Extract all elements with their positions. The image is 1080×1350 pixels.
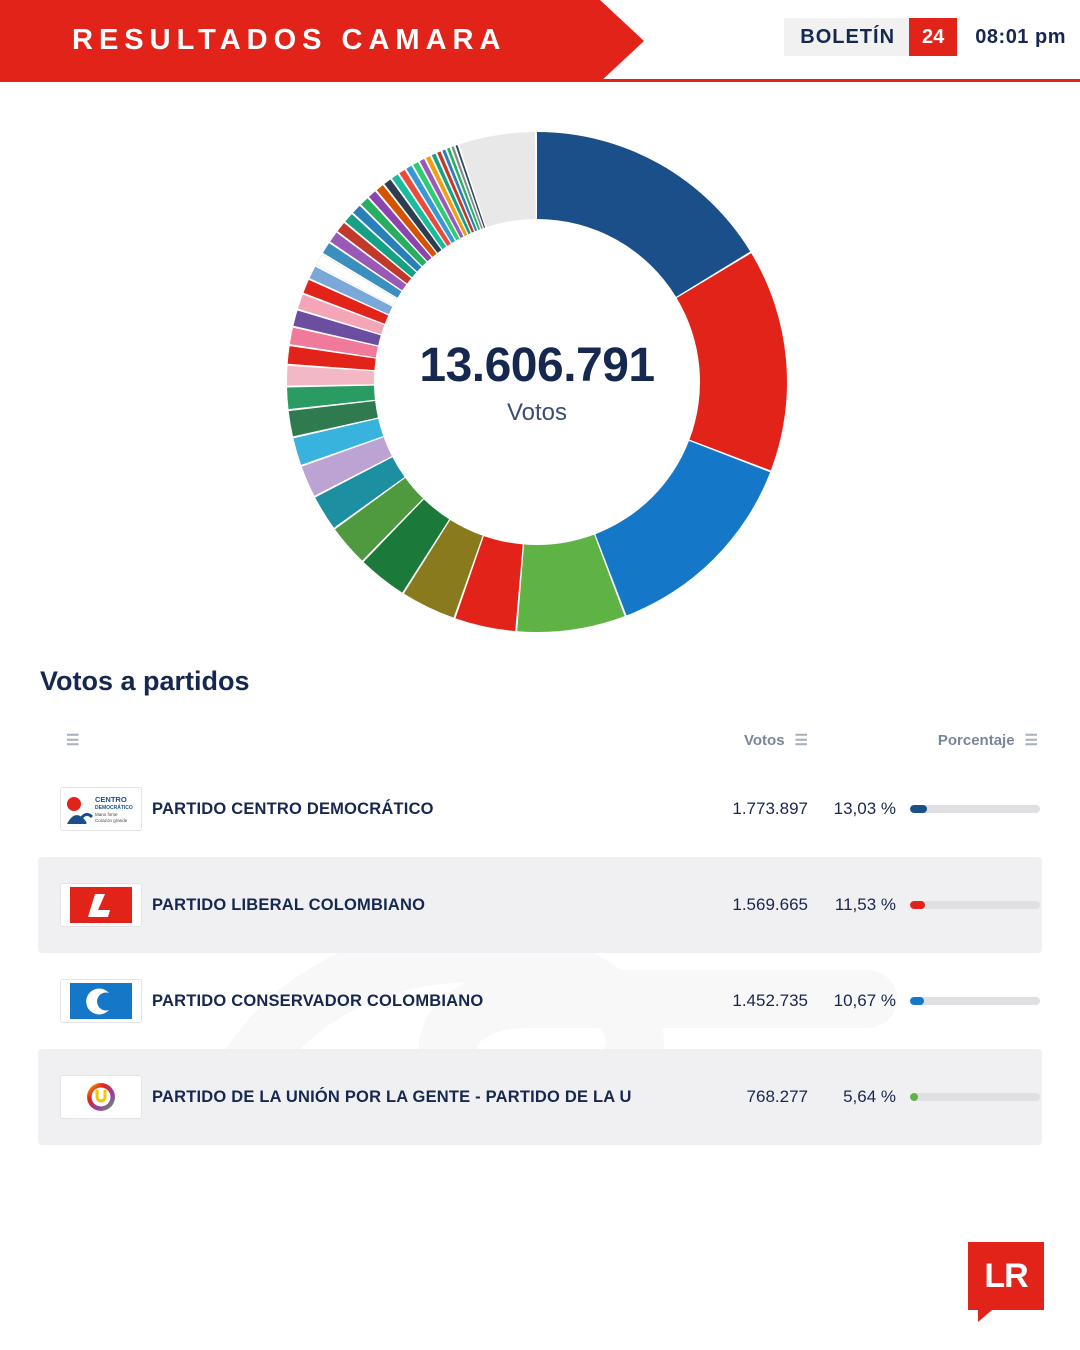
column-header-percent[interactable] <box>808 731 1042 749</box>
party-cell <box>38 883 678 927</box>
percent-bar-track <box>910 901 1040 909</box>
party-votes: 1.452.735 <box>732 991 808 1010</box>
percent-bar-fill <box>910 997 924 1005</box>
column-header-votes[interactable] <box>678 731 808 749</box>
party-percent-cell <box>808 799 1042 819</box>
party-votes: 1.569.665 <box>732 895 808 914</box>
party-percent: 10,67 % <box>833 991 896 1010</box>
svg-text:Corazón grande: Corazón grande <box>95 818 128 823</box>
total-votes-label: Votos <box>506 398 568 426</box>
table-row[interactable] <box>38 857 1042 953</box>
percent-bar-track <box>910 1093 1040 1101</box>
party-votes: 1.773.897 <box>732 799 808 818</box>
party-percent: 5,64 % <box>843 1087 896 1106</box>
party-percent: 13,03 % <box>833 799 896 818</box>
percent-bar-fill <box>910 1093 918 1101</box>
table-row[interactable] <box>38 953 1042 1049</box>
party-name: PARTIDO DE LA UNIÓN POR LA GENTE - PARTIDO DE LA U <box>152 1087 632 1106</box>
partido-conservador-logo <box>60 979 142 1023</box>
sort-icon-party[interactable]: ☰ <box>66 732 80 749</box>
sort-icon-percent[interactable]: ☰ <box>1024 732 1038 749</box>
svg-text:CENTRO: CENTRO <box>95 795 127 804</box>
party-percent-cell <box>808 991 1042 1011</box>
table-row[interactable] <box>38 1049 1042 1145</box>
party-name: PARTIDO CONSERVADOR COLOMBIANO <box>152 991 484 1010</box>
party-cell <box>38 1075 678 1119</box>
percent-bar-fill <box>910 901 925 909</box>
section-title: Votos a partidos <box>40 666 250 696</box>
percent-bar-fill <box>910 805 927 813</box>
party-cell <box>38 787 678 831</box>
page-title: RESULTADOS CAMARA <box>72 24 507 56</box>
boletin-label: BOLETÍN <box>784 18 909 56</box>
centro-democratico-logo <box>60 787 142 831</box>
svg-text:Mano firme: Mano firme <box>95 812 118 817</box>
header-status <box>784 18 1066 56</box>
update-time: 08:01 pm <box>975 25 1066 48</box>
partido-liberal-logo <box>60 883 142 927</box>
table-header-row <box>38 719 1042 761</box>
partido-de-la-u-logo <box>60 1075 142 1119</box>
total-votes-value: 13.606.791 <box>419 338 655 392</box>
column-header-party[interactable] <box>38 731 678 749</box>
table-row[interactable] <box>38 761 1042 857</box>
boletin-number-badge: 24 <box>909 18 957 56</box>
party-name: PARTIDO CENTRO DEMOCRÁTICO <box>152 799 434 818</box>
column-header-votes-label: Votos <box>743 731 785 749</box>
percent-bar-track <box>910 805 1040 813</box>
logo-text: LR <box>968 1242 1044 1310</box>
la-republica-logo[interactable] <box>968 1242 1044 1318</box>
sort-icon-votes[interactable]: ☰ <box>794 732 808 749</box>
percent-bar-track <box>910 997 1040 1005</box>
party-percent-cell <box>808 895 1042 915</box>
page-header <box>0 0 1080 82</box>
column-header-percent-label: Porcentaje <box>937 731 1015 749</box>
party-percent: 11,53 % <box>834 895 896 914</box>
donut-chart-section <box>0 82 1080 652</box>
party-votes: 768.277 <box>746 1087 808 1106</box>
svg-text:DEMOCRÁTICO: DEMOCRÁTICO <box>95 805 133 811</box>
parties-table <box>38 719 1042 1145</box>
party-cell <box>38 979 678 1023</box>
donut-center-label <box>277 122 797 642</box>
party-name: PARTIDO LIBERAL COLOMBIANO <box>152 895 426 914</box>
party-percent-cell <box>808 1087 1042 1107</box>
